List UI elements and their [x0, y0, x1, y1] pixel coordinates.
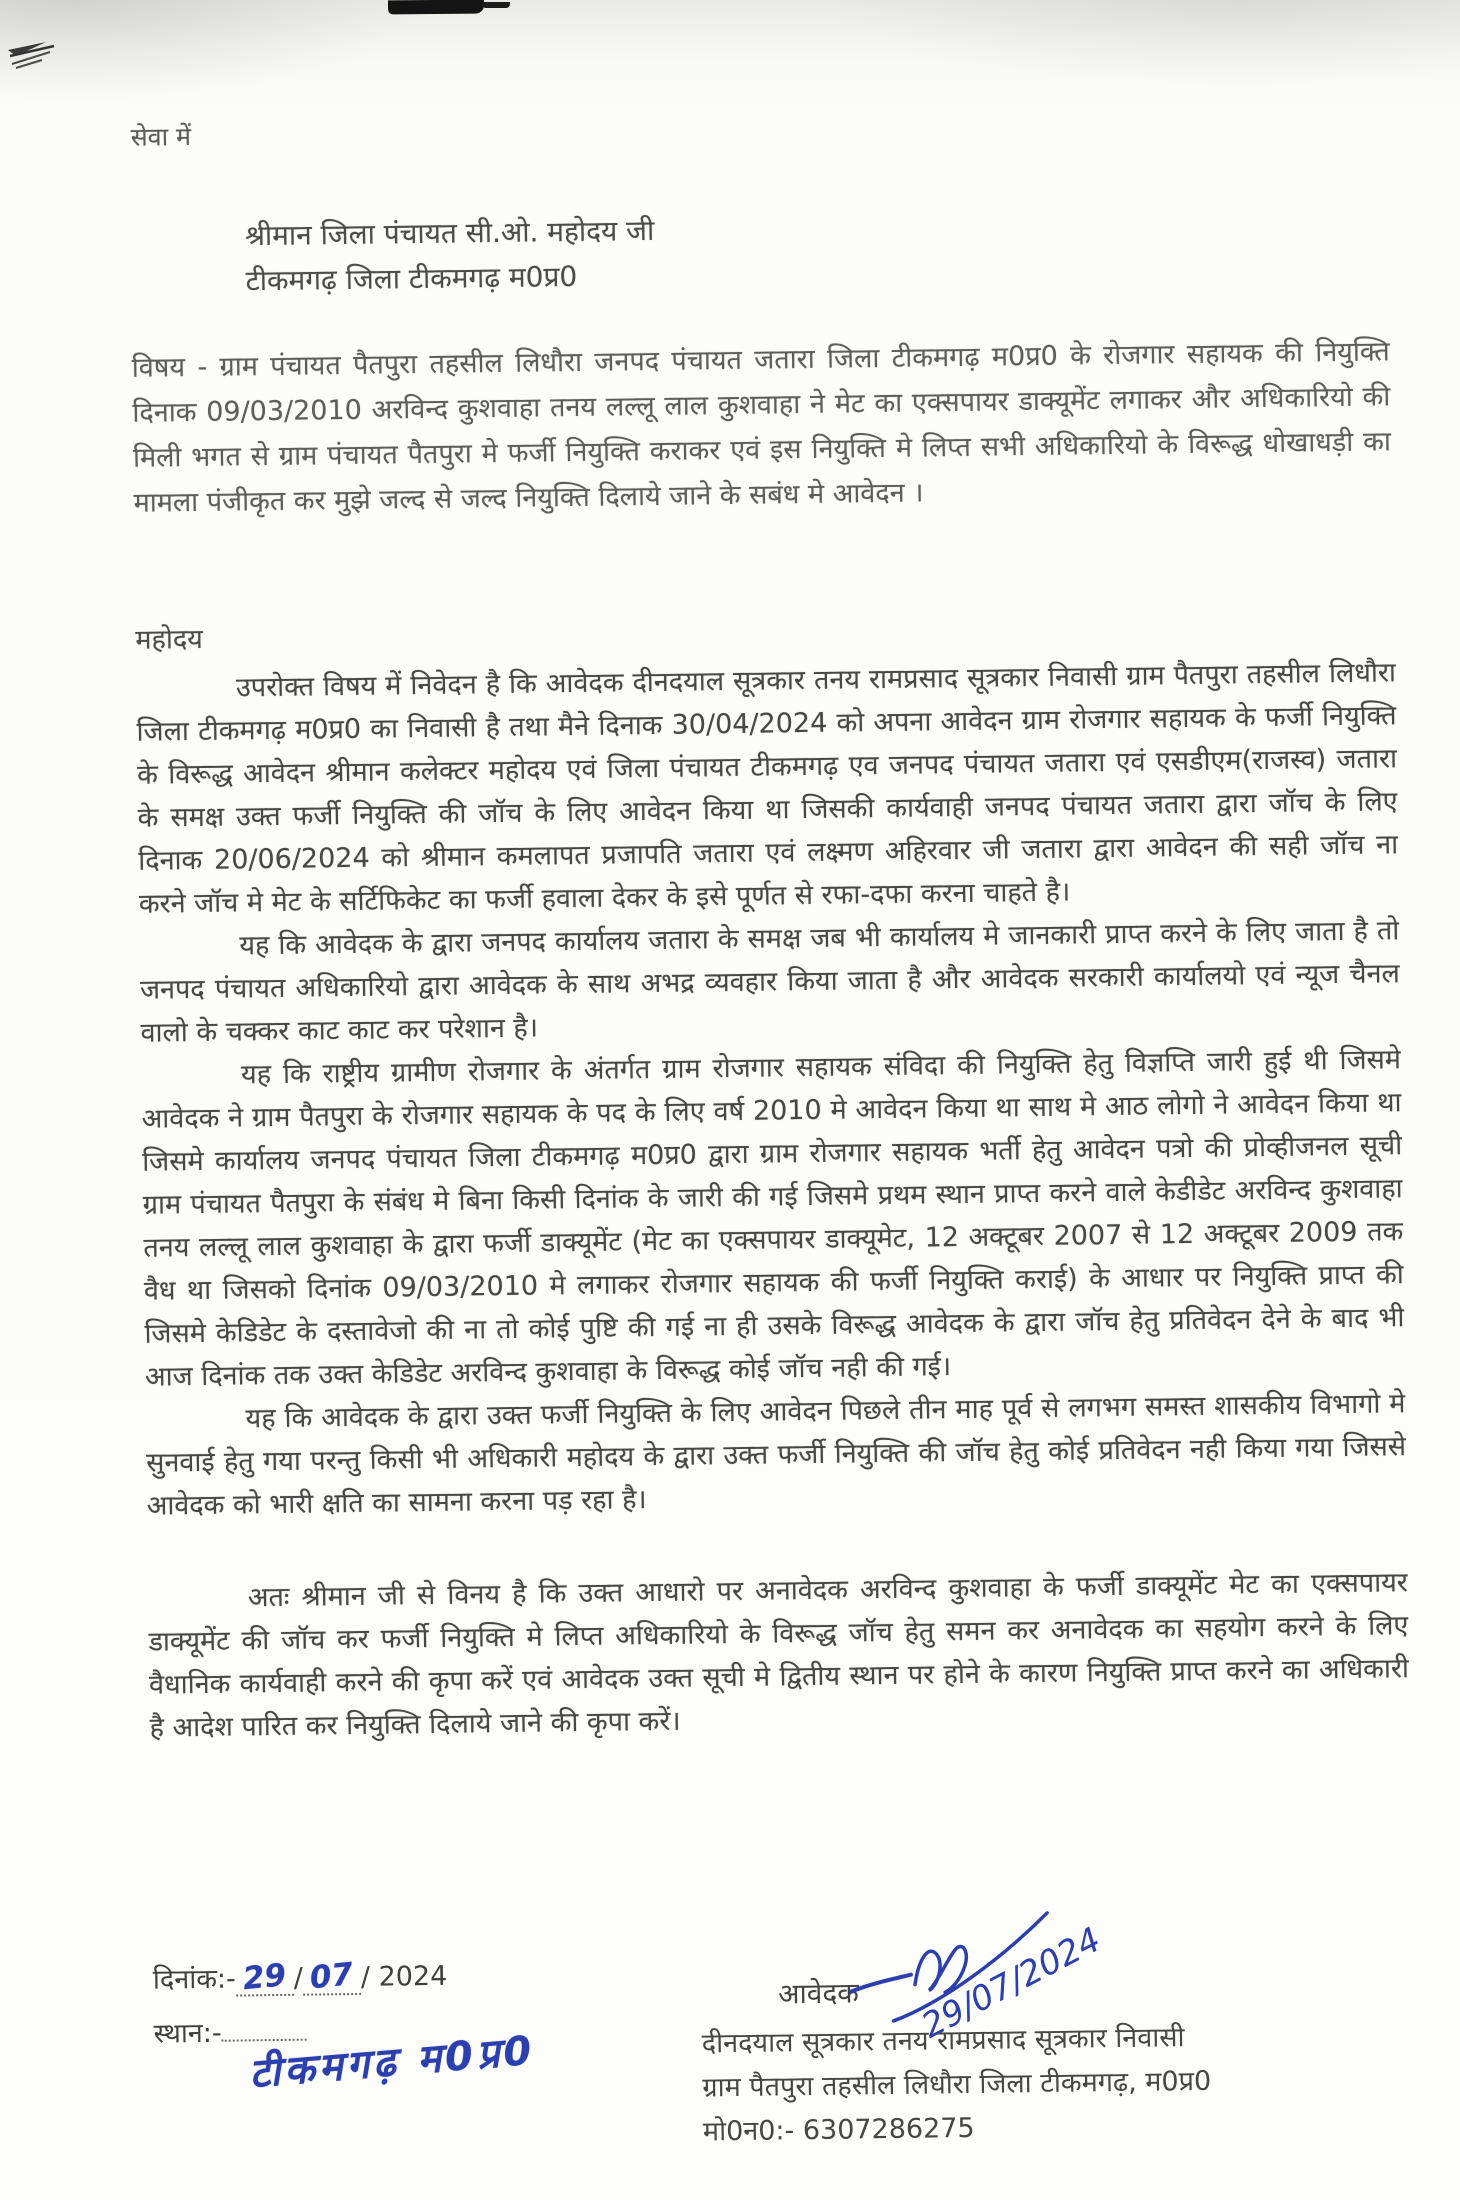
addressee-line-2: टीकमगढ़ जिला टीकमगढ़ म0प्र0: [245, 259, 578, 298]
body-paragraph-5: अतः श्रीमान जी से विनय है कि उक्त आधारो पर अनावेदक अरविन्द कुशवाहा के फर्जी डाक्यूमेंट मेट का एक्सपायर डाक्यूमेंट की जॉच कर फर्जी नियुक्ति मे लिप्त अधिकारियो के विरूद्ध जॉच हेतु समन कर अनावेदक का सहयोग करने के लिए वैधानिक कार्यवाही करने की कृपा करें एवं आवेदक उक्त सूची मे द्वितीय स्थान पर होने के कारण नियुक्ति प्राप्त करने का अधिकारी है आदेश पारित कर नियुक्ति दिलाये जाने की कृपा करें।: [148, 1567, 1410, 1744]
body-paragraph-2: यह कि आवेदक के द्वारा जनपद कार्यालय जतारा के समक्ष जब भी कार्यालय मे जानकारी प्राप्त करने के लिए जाता है तो जनपद पंचायत अधिकारियो द्वारा आवेदक के साथ अभद्र व्यवहार किया जाता है और आवेदक सरकारी कार्यालयो एवं न्यूज चैनल वालो के चक्कर काट काट कर परेशान है।: [139, 915, 1401, 1049]
footer-date-place: [152, 1956, 538, 2098]
date-month-handwritten: 07: [308, 1956, 356, 1997]
body-paragraph-3: यह कि राष्ट्रीय ग्रामीण रोजगार के अंतर्गत ग्राम रोजगार सहायक संविदा की नियुक्ति हेतु विज्ञप्ति जारी हुई थी जिसमे आवेदक ने ग्राम पैतपुरा के रोजगार सहायक के पद के लिए वर्ष 2010 मे आवेदन किया था साथ मे आठ लोगो ने आवेदन किया था जिसमे कार्यालय जनपद पंचायत जिला टीकमगढ़ म0प्र0 द्वारा ग्राम रोजगार सहायक भर्ती हेतु आवेदन पत्रो की प्रोव्हीजनल सूची ग्राम पंचायत पैतपुरा के संबंध मे बिना किसी दिनांक के जारी की गई जिसमे प्रथम स्थान प्राप्त करने वाले केडीडेट अरविन्द कुशवाहा तनय लल्लू लाल कुशवाहा के द्वारा फर्जी डाक्यूमेंट (मेट का एक्सपायर डाक्यूमेट, 12 अक्टूबर 2007 से 12 अक्टूबर 2009 तक वैध था जिसको दिनांक 09/03/2010 मे लगाकर रोजगार सहायक की फर्जी नियुक्ति कराई) के आधार पर नियुक्ति प्राप्त की जिसमे केडिडेट के दस्तावेजो की ना तो कोई पुष्टि की गई ना ही उसके विरूद्ध आवेदक के द्वारा जॉच हेतु प्रतिवेदन देने के बाद भी आज दिनांक तक उक्त केडिडेट अरविन्द कुशवाहा के विरूद्ध कोई जॉच नही की गई।: [141, 1044, 1405, 1393]
phone-number: 6307286275: [802, 2112, 975, 2147]
signature-date-handwritten: 29/07/2024: [915, 1919, 1108, 2047]
applicant-name-line: दीनदयाल सूत्रकार तनय रामप्रसाद सूत्रकार निवासी: [701, 2022, 1185, 2060]
applicant-label: आवेदक: [777, 1976, 859, 2011]
body-paragraph-4: यह कि आवेदक के द्वारा उक्त फर्जी नियुक्ति के लिए आवेदन पिछले तीन माह पूर्व से लगभग समस्त शासकीय विभागो मे सुनवाई हेतु गया परन्तु किसी भी अधिकारी महोदय के द्वारा उक्त फर्जी नियुक्ति की जॉच हेतु कोई प्रतिवेदन नही किया गया जिससे आवेदक को भारी क्षति का सामना करना पड़ रहा है।: [145, 1388, 1407, 1522]
date-year: 2024: [378, 1960, 448, 1993]
date-day-handwritten: 29: [241, 1957, 289, 1998]
body-paragraph-1: उपरोक्त विषय में निवेदन है कि आवेदक दीनदयाल सूत्रकार तनय रामप्रसाद सूत्रकार निवासी ग्राम पैतपुरा तहसील लिधौरा जिला टीकमगढ़ म0प्र0 का निवासी है तथा मैने दिनाक 30/04/2024 को अपना आवेदन ग्राम रोजगार सहायक के फर्जी नियुक्ति के विरूद्ध आवेदन श्रीमान कलेक्टर महोदय एवं जिला पंचायत टीकमगढ़ एव जनपद पंचायत जतारा एवं एसडीएम(राजस्व) जतारा के समक्ष उक्त फर्जी नियुक्ति की जॉच के लिए आवेदन किया था जिसकी कार्यवाही जनपद पंचायत जतारा द्वारा जॉच के लिए दिनाक 20/06/2024 को श्रीमान कमलापत प्रजापति जतारा एवं लक्ष्मण अहिरवार जी जतारा द्वारा आवेदन की सही जॉच ना करने जॉच मे मेट के सर्टिफिकेट का फर्जी हवाला देकर के इसे पूर्णत से रफा-दफा करना चाहते है।: [136, 657, 1399, 920]
applicant-details: [702, 2016, 1213, 2155]
phone-label: मो0न0:-: [702, 2115, 795, 2148]
date-separator-2: /: [360, 1961, 371, 1993]
greeting: महोदय: [135, 623, 204, 656]
date-label: दिनांक:-: [152, 1963, 236, 1996]
place-label: स्थान:-: [153, 2017, 222, 2050]
date-row: [153, 1956, 448, 1998]
place-handwritten: टीकमगढ़ म0प्र0: [247, 2027, 538, 2098]
date-separator-1: /: [293, 1962, 304, 1994]
place-dotted-line: [221, 2015, 306, 2042]
salutation: सेवा में: [130, 121, 192, 152]
subject-paragraph: विषय - ग्राम पंचायत पैतपुरा तहसील लिधौरा जनपद पंचायत जतारा जिला टीकमगढ़ म0प्र0 के रोजगार सहायक की नियुक्ति दिनाक 09/03/2010 अरविन्द कुशवाहा तनय लल्लू लाल कुशवाहा ने मेट का एक्सपायर डाक्यूमेंट लगाकर और अधिकारियो की मिली भगत से ग्राम पंचायत पैतपुरा मे फर्जी नियुक्ति कराकर एवं इस नियुक्ति मे लिप्त सभी अधिकारियो के विरूद्ध धोखाधड़ी का मामला पंजीकृत कर मुझे जल्द से जल्द नियुक्ति दिलाये जाने के सबंध मे आवेदन ।: [131, 336, 1392, 519]
applicant-address-line: ग्राम पैतपुरा तहसील लिधौरा जिला टीकमगढ़, म0प्र0: [702, 2065, 1212, 2104]
applicant-phone-line: [703, 2104, 1212, 2155]
letter-body: [136, 651, 1410, 1749]
addressee-line-1: श्रीमान जिला पंचायत सी.ओ. महोदय जी: [244, 213, 655, 253]
